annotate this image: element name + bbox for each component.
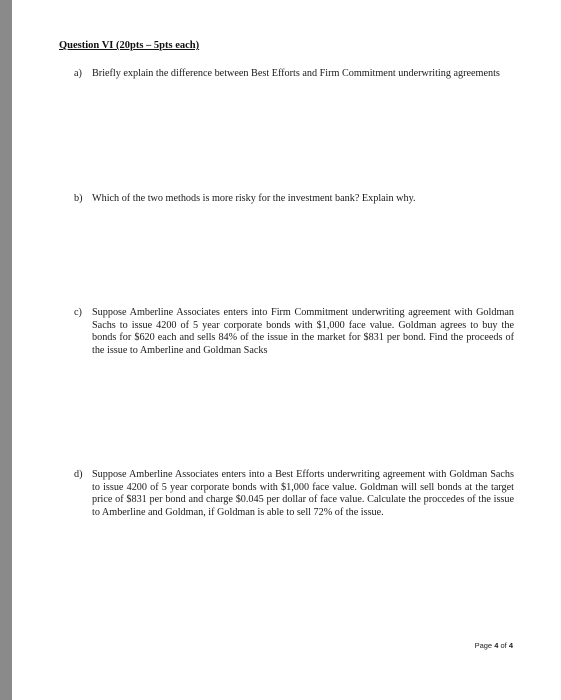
total-pages: 4	[508, 641, 513, 650]
question-a	[74, 68, 514, 81]
question-label: c)	[74, 307, 82, 318]
question-b	[74, 193, 514, 206]
page-word: Page	[474, 641, 493, 650]
question-label: a)	[74, 68, 82, 79]
question-c	[74, 307, 514, 357]
document-page	[12, 0, 561, 700]
question-text: Briefly explain the difference between Best Efforts and Firm Commitment underwriting agreements	[92, 68, 500, 79]
question-title: Question VI (20pts – 5pts each)	[59, 40, 200, 51]
question-label: b)	[74, 193, 83, 204]
question-text: Suppose Amberline Associates enters into Firm Commitment underwriting agreement with Goldman Sachs to issue 4200 of 5 year corporate bonds with $1,000 face value. Goldman agrees to buy the bonds for $620 each and sells 84% of the issue in the market for $831 per bond. Find the proceeds of the issue to Amberline and Goldman Sacks	[92, 307, 514, 356]
question-label: d)	[74, 469, 83, 480]
question-d	[74, 469, 514, 519]
of-word: of	[500, 641, 507, 650]
current-page: 4	[494, 641, 499, 650]
question-text: Suppose Amberline Associates enters into a Best Efforts underwriting agreement with Goldman Sachs to issue 4200 of 5 year corporate bonds with $1,000 face value. Goldman will sell bonds at the target price of $831 per bond and charge $0.045 per dollar of face value. Calculate the proccedes of the issue to Amberline and Goldman, if Goldman is able to sell 72% of the issue.	[92, 469, 514, 518]
question-text: Which of the two methods is more risky for the investment bank? Explain why.	[92, 193, 416, 204]
page-number	[475, 641, 513, 650]
